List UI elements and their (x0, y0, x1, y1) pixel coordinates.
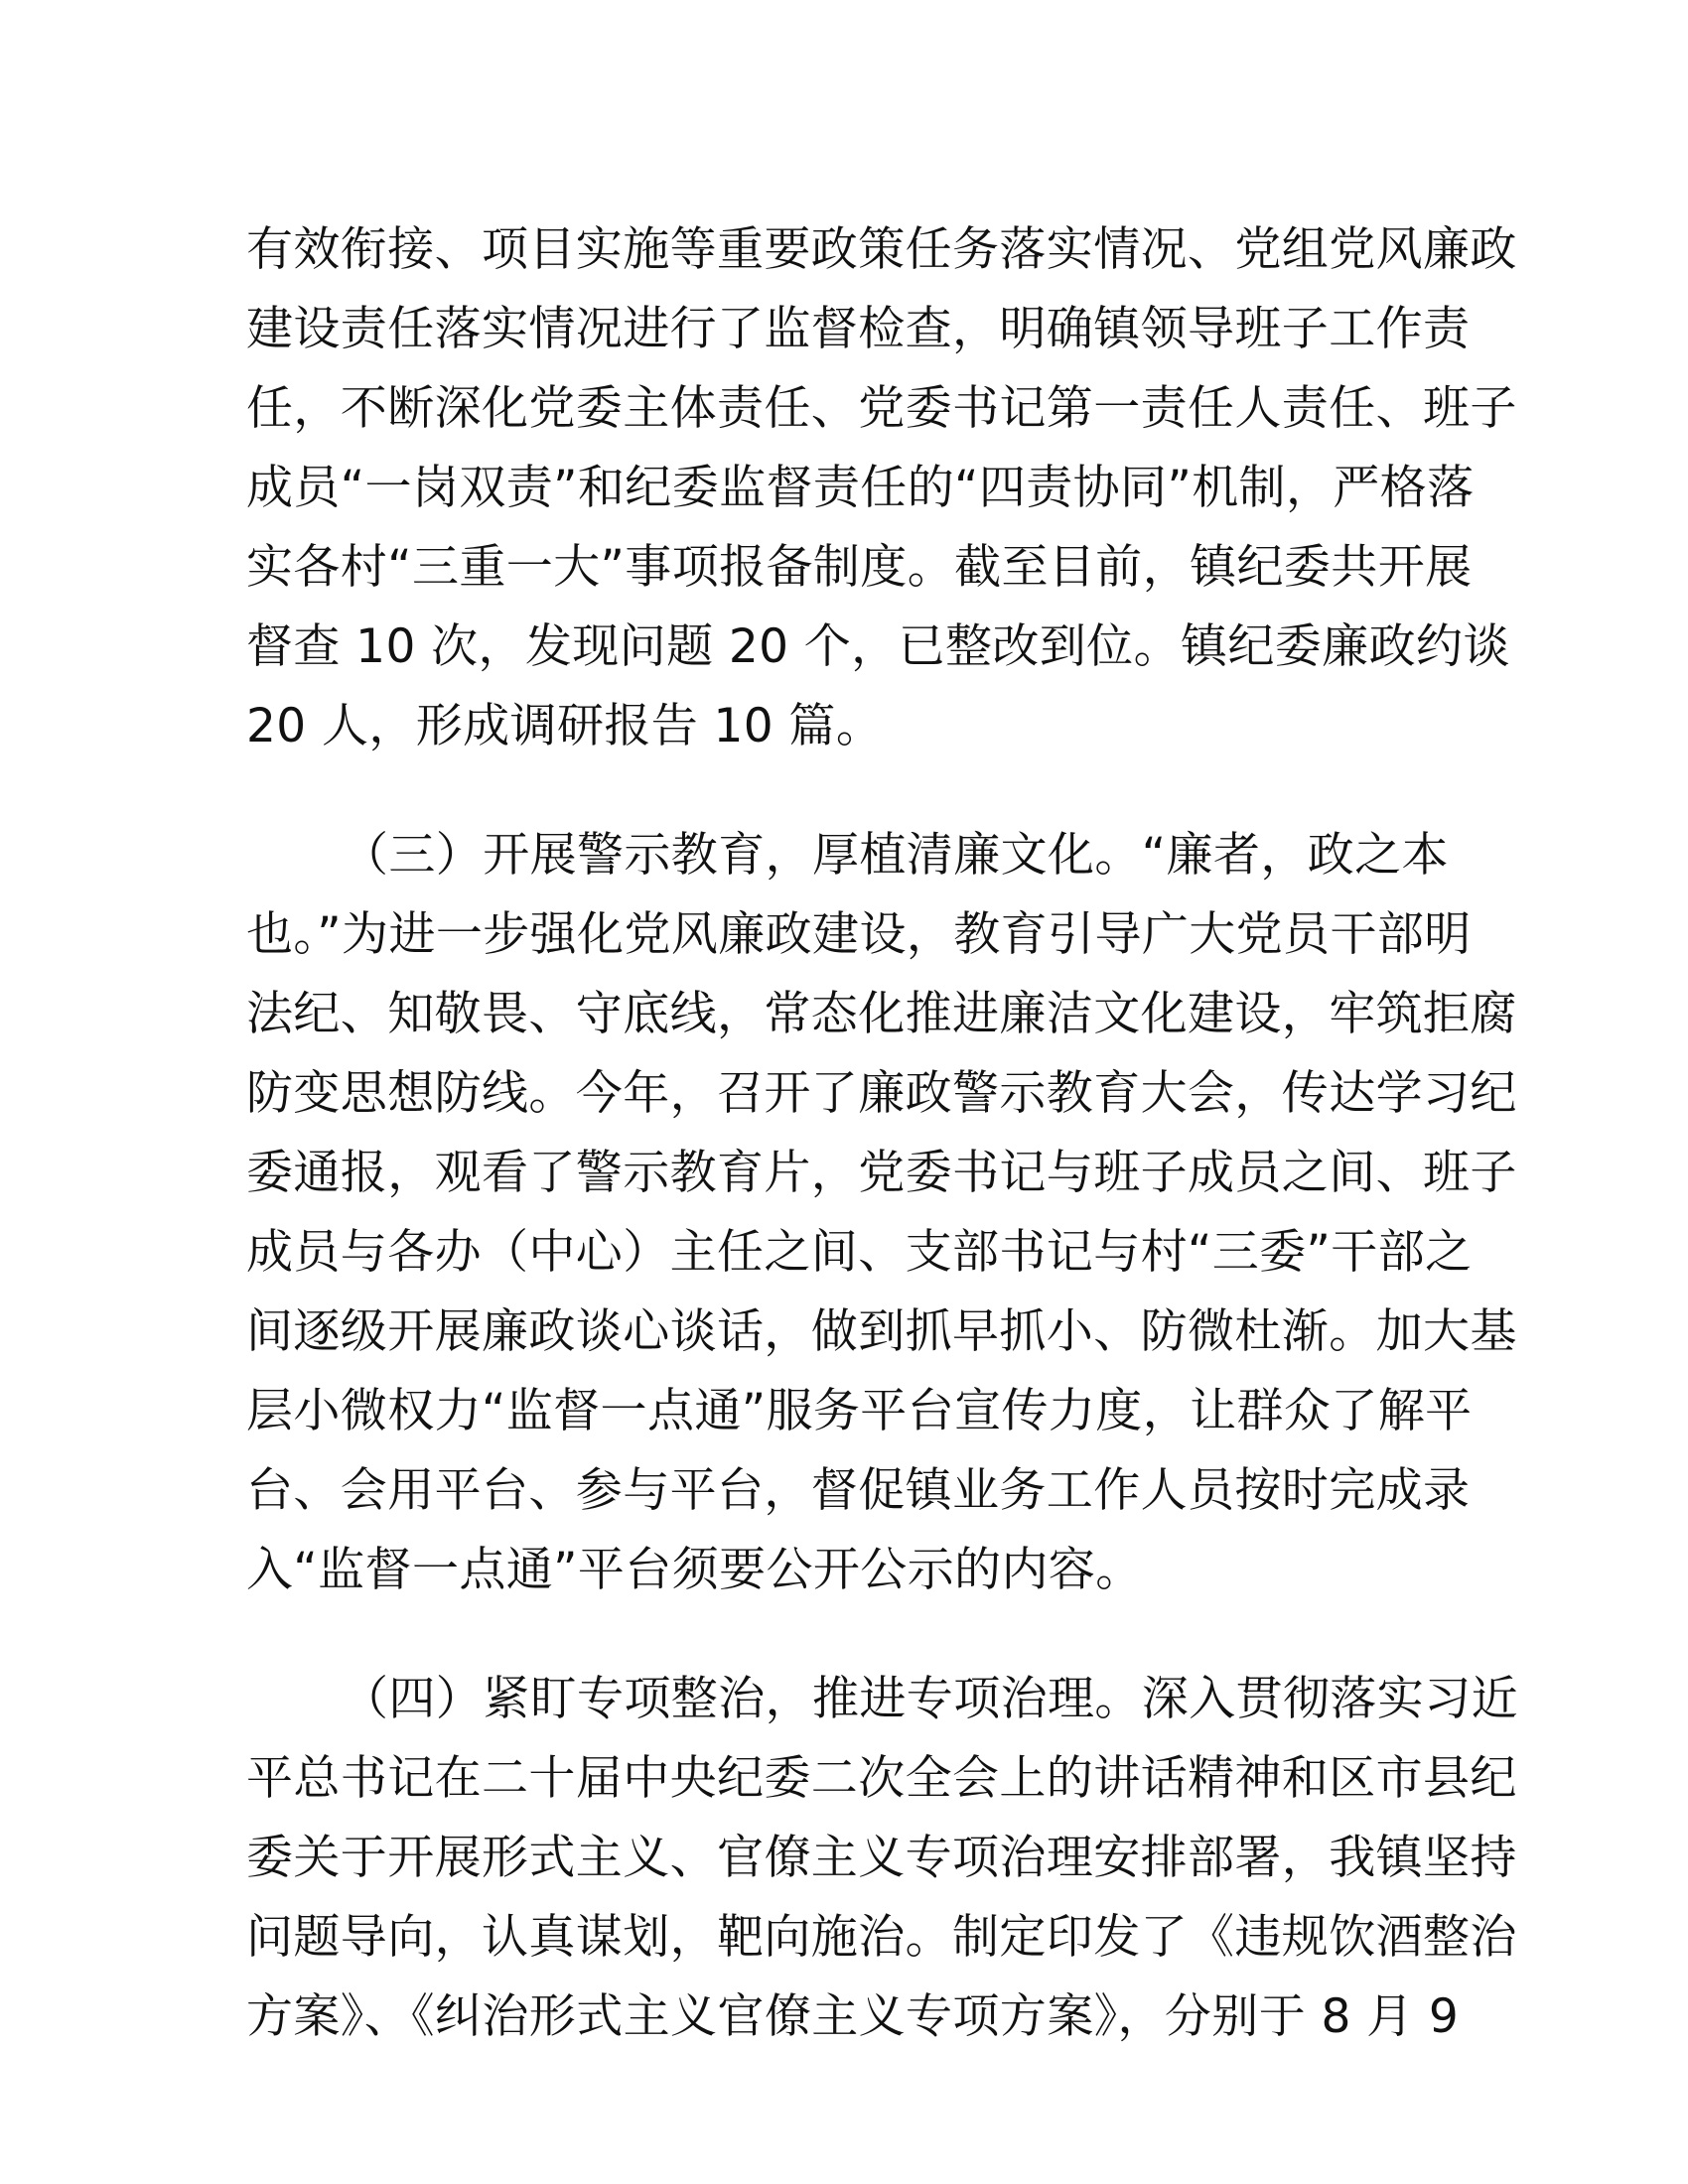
text-line: 台、会用平台、参与平台，督促镇业务工作人员按时完成录 (246, 1463, 1471, 1518)
section-heading-line: （四）紧盯专项整治，推进专项治理。深入贯彻落实习近 (342, 1672, 1518, 1726)
text-line: 间逐级开展廉政谈心谈话，做到抓早抓小、防微杜渐。加大基 (246, 1304, 1517, 1359)
text-line: 成员“一岗双责”和纪委监督责任的“四责协同”机制，严格落 (246, 461, 1475, 515)
paragraph-gap (246, 1610, 1438, 1660)
text-line: 实各村“三重一大”事项报备制度。截至目前，镇纪委共开展 (246, 540, 1473, 595)
text-line: 防变思想防线。今年，召开了廉政警示教育大会，传达学习纪 (246, 1066, 1517, 1121)
text-line: 方案》、《纠治形式主义官僚主义专项方案》，分别于 8 月 9 (246, 1989, 1460, 2044)
text-line: 平总书记在二十届中央纪委二次全会上的讲话精神和区市县纪 (246, 1751, 1517, 1806)
document-body (246, 210, 1518, 2057)
text-line: 委关于开展形式主义、官僚主义专项治理安排部署，我镇坚持 (246, 1831, 1517, 1885)
text-line: 有效衔接、项目实施等重要政策任务落实情况、党组党风廉政 (246, 222, 1517, 277)
section-heading-line: （三）开展警示教育，厚植清廉文化。“廉者，政之本 (342, 828, 1449, 883)
text-line: 任，不断深化党委主体责任、党委书记第一责任人责任、班子 (246, 381, 1517, 436)
text-line: 入“监督一点通”平台须要公开公示的内容。 (246, 1543, 1143, 1597)
text-line: 20 人，形成调研报告 10 篇。 (246, 699, 884, 753)
text-line: 建设责任落实情况进行了监督检查，明确镇领导班子工作责 (246, 302, 1471, 356)
text-line: 委通报，观看了警示教育片，党委书记与班子成员之间、班子 (246, 1146, 1517, 1200)
text-line: 层小微权力“监督一点通”服务平台宣传力度，让群众了解平 (246, 1384, 1473, 1438)
text-line: 法纪、知敬畏、守底线，常态化推进廉洁文化建设，牢筑拒腐 (246, 987, 1517, 1041)
text-line: 也。”为进一步强化党风廉政建设，教育引导广大党员干部明 (246, 907, 1472, 962)
text-line: 督查 10 次，发现问题 20 个，已整改到位。镇纪委廉政约谈 (246, 619, 1510, 674)
text-line: 成员与各办（中心）主任之间、支部书记与村“三委”干部之 (246, 1225, 1473, 1280)
text-line: 问题导向，认真谋划，靶向施治。制定印发了《违规饮酒整治 (246, 1910, 1517, 1965)
paragraph-gap (246, 766, 1438, 816)
